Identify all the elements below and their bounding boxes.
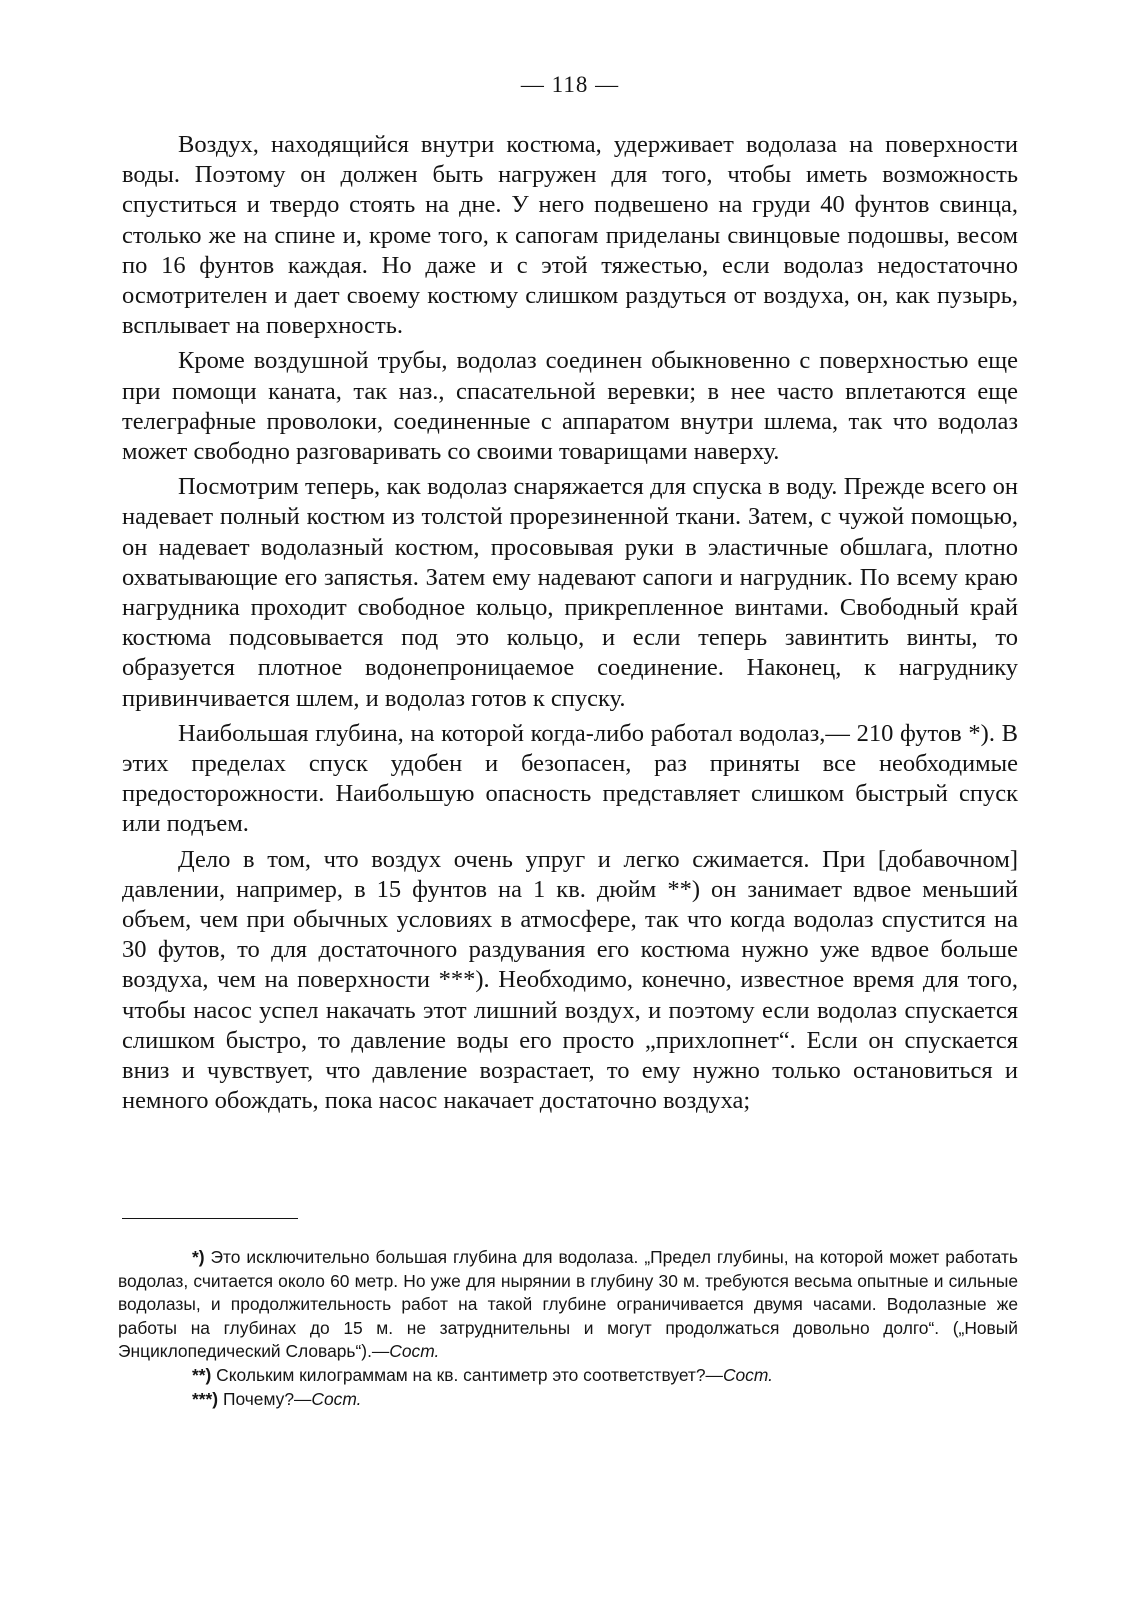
footnote-text: Почему?— <box>222 1388 312 1409</box>
footnote-attribution: Сост. <box>311 1388 362 1409</box>
paragraph: Воздух, находящийся внутри костюма, удерживает водолаза на поверхности воды. Поэтому он должен быть нагружен для того, чтобы иметь возможность спуститься и твердо стоять на дне. У него подвешено на груди 40 фунтов свинца, столько же на спине и, кроме того, к сапогам приделаны свинцовые подошвы, весом по 16 фунтов каждая. Но даже и с этой тяжестью, если водолаз недостаточно осмотрителен и дает своему костюму слишком раздуться от воздуха, он, как пузырь, всплывает на поверхность. <box>122 131 1018 340</box>
footnotes <box>118 1246 1018 1411</box>
footnote-mark: ***) <box>192 1388 219 1409</box>
footnote-mark: *) <box>192 1247 205 1267</box>
paragraph: Посмотрим теперь, как водолаз снаряжается для спуска в воду. Прежде всего он надевает полный костюм из толстой прорезиненной ткани. Затем, с чужой помощью, он надевает водолазный костюм, просовывая руки в эластичные обшлага, плотно охватывающие его запястья. Затем ему надевают сапоги и нагрудник. По всему краю нагрудника проходит свободное кольцо, прикрепленное винтами. Свободный край костюма подсовывается под это кольцо, и если теперь завинтить винты, то образуется плотное водонепроницаемое соединение. Наконец, к нагруднику привинчивается шлем, и водолаз готов к спуску. <box>122 473 1018 712</box>
footnote <box>118 1364 1018 1388</box>
main-text <box>122 130 1018 1122</box>
paragraph: Наибольшая глубина, на которой когда-либо работал водолаз,— 210 футов *). В этих пределах спуск удобен и безопасен, раз приняты все необходимые предосторожности. Наибольшую опасность представляет слишком быстрый спуск или подъем. <box>122 719 1018 838</box>
footnote-text: Скольким килограммам на кв. сантиметр это соответствует?— <box>216 1364 723 1385</box>
paragraph: Кроме воздушной трубы, водолаз соединен обыкновенно с поверхностью еще при помощи каната, так наз., спасательной веревки; в нее часто вплетаются еще телеграфные проволоки, соединенные с аппаратом внутри шлема, так что водолаз может свободно разговаривать со своими товарищами наверху. <box>122 347 1018 466</box>
page-number: — 118 — <box>520 72 620 97</box>
footnote-mark: **) <box>192 1364 212 1385</box>
footnote-separator <box>122 1218 298 1219</box>
paragraph: Дело в том, что воздух очень упруг и легко сжимается. При [добавочном] давлении, например, в 15 фунтов на 1 кв. дюйм **) он занимает вдвое меньший объем, чем при обычных условиях в атмосфере, так что когда водолаз спустится на 30 футов, то для достаточного раздувания его костюма нужно уже вдвое больше воздуха, чем на поверхности ***). Необходимо, конечно, известное время для того, чтобы насос успел накачать этот лишний воздух, и поэтому если водолаз спускается слишком быстро, то давление воды его просто „прихлопнет“. Если он спускается вниз и чувствует, что давление возрастает, то ему нужно только остановиться и немного обождать, пока насос накачает достаточно воздуха; <box>122 845 1018 1115</box>
footnote-text: Это исключительно большая глубина для водолаза. „Предел глубины, на которой может работать водолаз, считается около 60 метр. Но уже для нырянии в глубину 30 м. требуются весьма опытные и сильные водолазы, и продолжительность работ на такой глубине ограничивается двумя часами. Водолазные же работы на глубинах до 15 м. не затруднительны и могут продолжаться довольно долго“. („Новый Энциклопедический Словарь“).— <box>118 1247 1018 1362</box>
footnote <box>118 1388 1018 1412</box>
footnote <box>118 1246 1018 1364</box>
footnote-attribution: Сост. <box>389 1341 440 1362</box>
footnote-attribution: Сост. <box>722 1364 774 1385</box>
